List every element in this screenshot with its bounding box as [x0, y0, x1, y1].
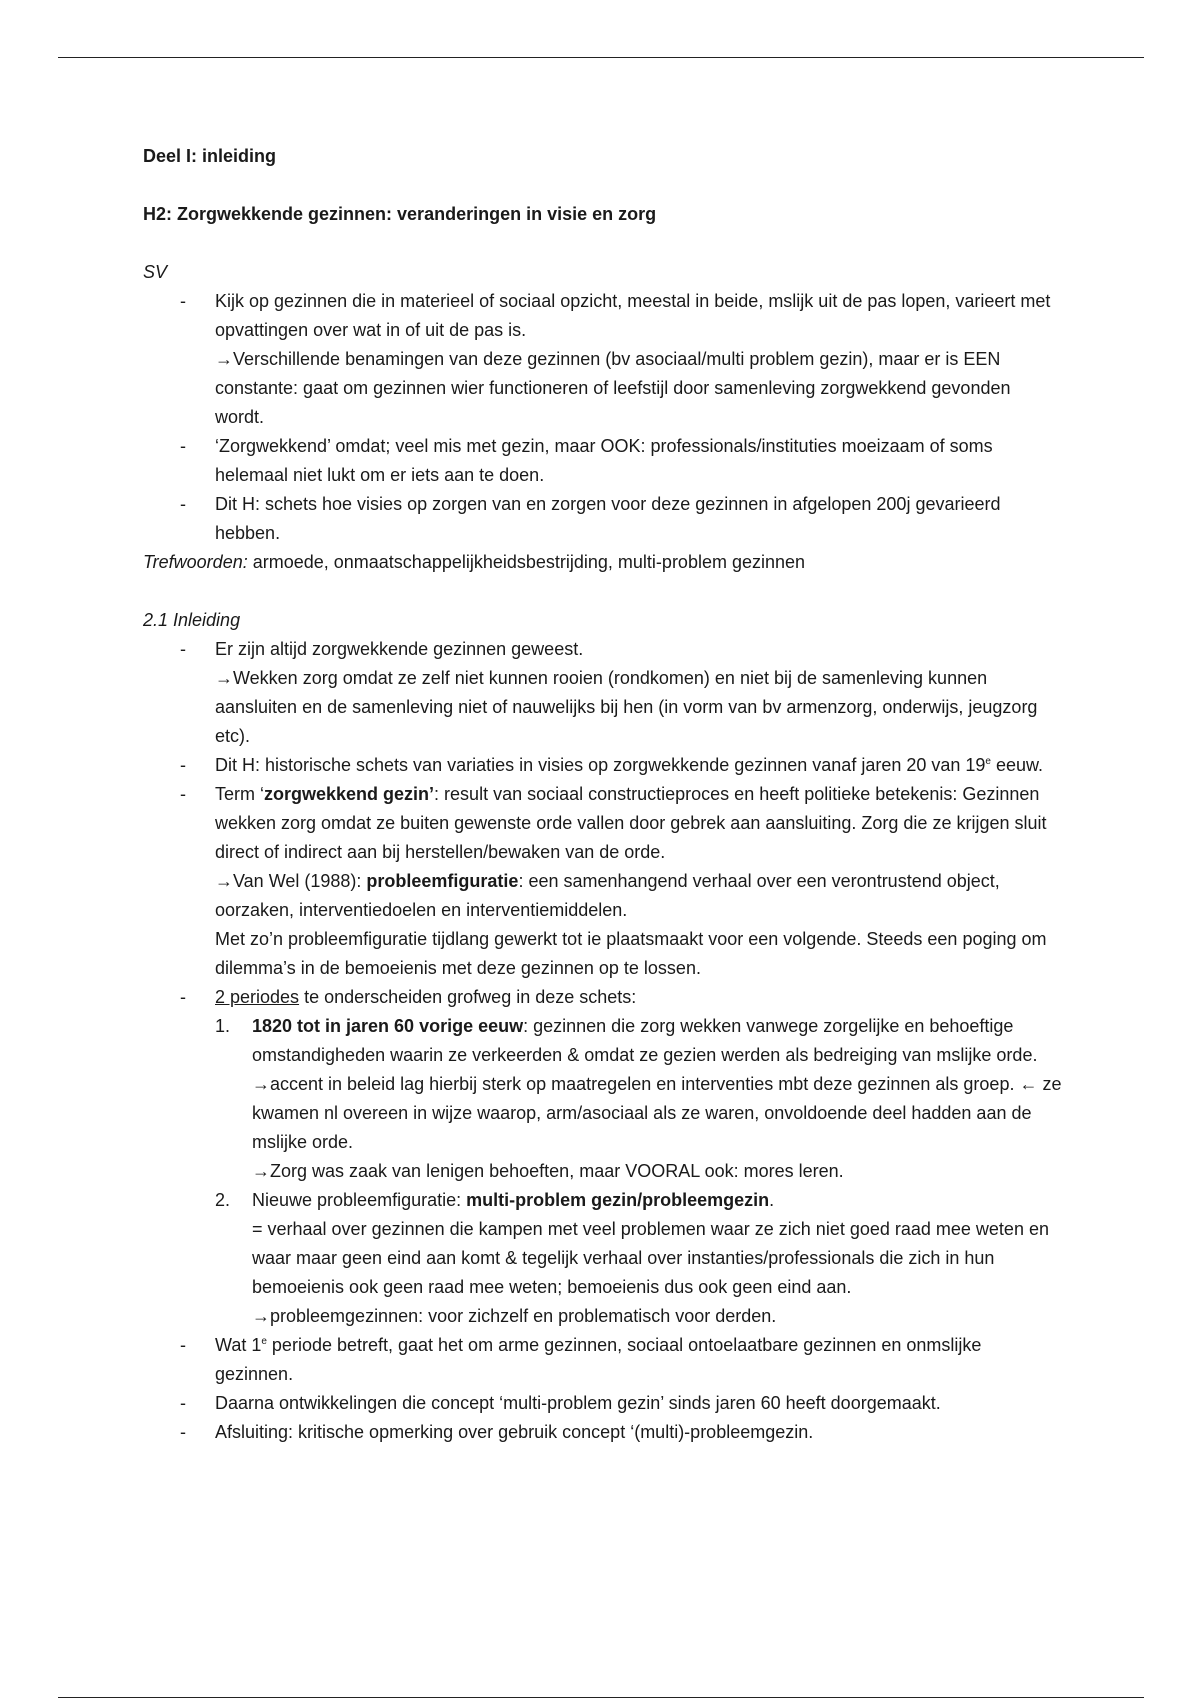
sv-label: SV	[143, 262, 168, 282]
footer-rule	[58, 1697, 1144, 1698]
page-title: Deel I: inleiding	[143, 146, 277, 166]
list-item: - ‘Zorgwekkend’ omdat; veel mis met gezin, maar OOK: professionals/instituties moeizaam of soms helemaal niet lukt om er iets aan te doen.	[143, 432, 1063, 490]
section-heading: 2.1 Inleiding	[143, 610, 241, 630]
list-item: - Er zijn altijd zorgwekkende gezinnen geweest. →Wekken zorg omdat ze zelf niet kunnen rooien (rondkomen) en niet bij de samenleving kunnen aansluiten en de samenleving niet of nauwelijks bij hen (in vorm van bv armenzorg, onderwijs, jeugzorg etc).	[143, 635, 1063, 751]
keywords-line	[143, 548, 1063, 577]
header-rule	[58, 57, 1144, 58]
period-list	[215, 1012, 1063, 1331]
list-item: - Wat 1e periode betreft, gaat het om arme gezinnen, sociaal ontoelaatbare gezinnen en onmslijke gezinnen.	[143, 1331, 1063, 1389]
list-item: - 2 periodes te onderscheiden grofweg in deze schets: 1. 1820 tot in jaren 60 vorige eeuw: gezinnen die zorg wekken vanwege zorgelijke en behoeftige omstandigheden waarin ze verkeerden & omdat ze gezien werden als bedreiging van mslijke orde. →accent in beleid lag hierbij sterk op maatregelen en interventies mbt deze gezinnen als groep. ← ze kwamen nl overeen in wijze waarop, arm/asociaal als ze waren, onvoldoende deel hadden aan de mslijke orde. →Zorg was zaak van lenigen behoeften, maar VOORAL ook: mores leren. 2. Nieuwe probleemfiguratie: multi-problem gezin/probleemgezin. = verhaal over gezinnen die kampen met veel problemen waar ze zich niet goed raad mee weten en waar maar geen eind aan komt & tegelijk verhaal over instanties/professionals die zich in hun bemoeienis ook geen raad mee weten; bemoeienis dus ook geen eind aan. →probleemgezinnen: voor zichzelf en problematisch voor derden.	[143, 983, 1063, 1331]
list-item: - Afsluiting: kritische opmerking over gebruik concept ‘(multi)-probleemgezin.	[143, 1418, 1063, 1447]
list-item: - Term ‘zorgwekkend gezin’: result van sociaal constructieproces en heeft politieke betekenis: Gezinnen wekken zorg omdat ze buiten gewenste orde vallen door gebrek aan aansluiting. Zorg die ze krijgen sluit direct of indirect aan bij herstellen/bewaken van de orde. →Van Wel (1988): probleemfiguratie: een samenhangend verhaal over een verontrustend object, oorzaken, interventiedoelen en interventiemiddelen. Met zo’n probleemfiguratie tijdlang gewerkt tot ie plaatsmaakt voor een volgende. Steeds een poging om dilemma’s in de bemoeienis met deze gezinnen op te lossen.	[143, 780, 1063, 983]
list-item: - Dit H: historische schets van variaties in visies op zorgwekkende gezinnen vanaf jaren 20 van 19e eeuw.	[143, 751, 1063, 780]
section-list	[143, 635, 1063, 1447]
sv-list	[143, 287, 1063, 548]
chapter-heading: H2: Zorgwekkende gezinnen: veranderingen in visie en zorg	[143, 204, 657, 224]
period-item: 1. 1820 tot in jaren 60 vorige eeuw: gezinnen die zorg wekken vanwege zorgelijke en behoeftige omstandigheden waarin ze verkeerden & omdat ze gezien werden als bedreiging van mslijke orde. →accent in beleid lag hierbij sterk op maatregelen en interventies mbt deze gezinnen als groep. ← ze kwamen nl overeen in wijze waarop, arm/asociaal als ze waren, onvoldoende deel hadden aan de mslijke orde. →Zorg was zaak van lenigen behoeften, maar VOORAL ook: mores leren.	[215, 1016, 1062, 1181]
keywords-text: armoede, onmaatschappelijkheidsbestrijding, multi-problem gezinnen	[247, 552, 806, 572]
list-item: - Dit H: schets hoe visies op zorgen van en zorgen voor deze gezinnen in afgelopen 200j gevarieerd hebben.	[143, 490, 1063, 548]
keywords-label: Trefwoorden:	[143, 552, 248, 572]
list-item: - Daarna ontwikkelingen die concept ‘multi-problem gezin’ sinds jaren 60 heeft doorgemaakt.	[143, 1389, 1063, 1418]
list-item: - Kijk op gezinnen die in materieel of sociaal opzicht, meestal in beide, mslijk uit de pas lopen, varieert met opvattingen over wat in of uit de pas is. →Verschillende benamingen van deze gezinnen (bv asociaal/multi problem gezin), maar er is EEN constante: gaat om gezinnen wier functioneren of leefstijl door samenleving zorgwekkend gevonden wordt.	[143, 287, 1063, 432]
period-item: 2. Nieuwe probleemfiguratie: multi-problem gezin/probleemgezin. = verhaal over gezinnen die kampen met veel problemen waar ze zich niet goed raad mee weten en waar maar geen eind aan komt & tegelijk verhaal over instanties/professionals die zich in hun bemoeienis ook geen raad mee weten; bemoeienis dus ook geen eind aan. →probleemgezinnen: voor zichzelf en problematisch voor derden.	[215, 1190, 1049, 1326]
document-page	[143, 142, 1063, 1447]
